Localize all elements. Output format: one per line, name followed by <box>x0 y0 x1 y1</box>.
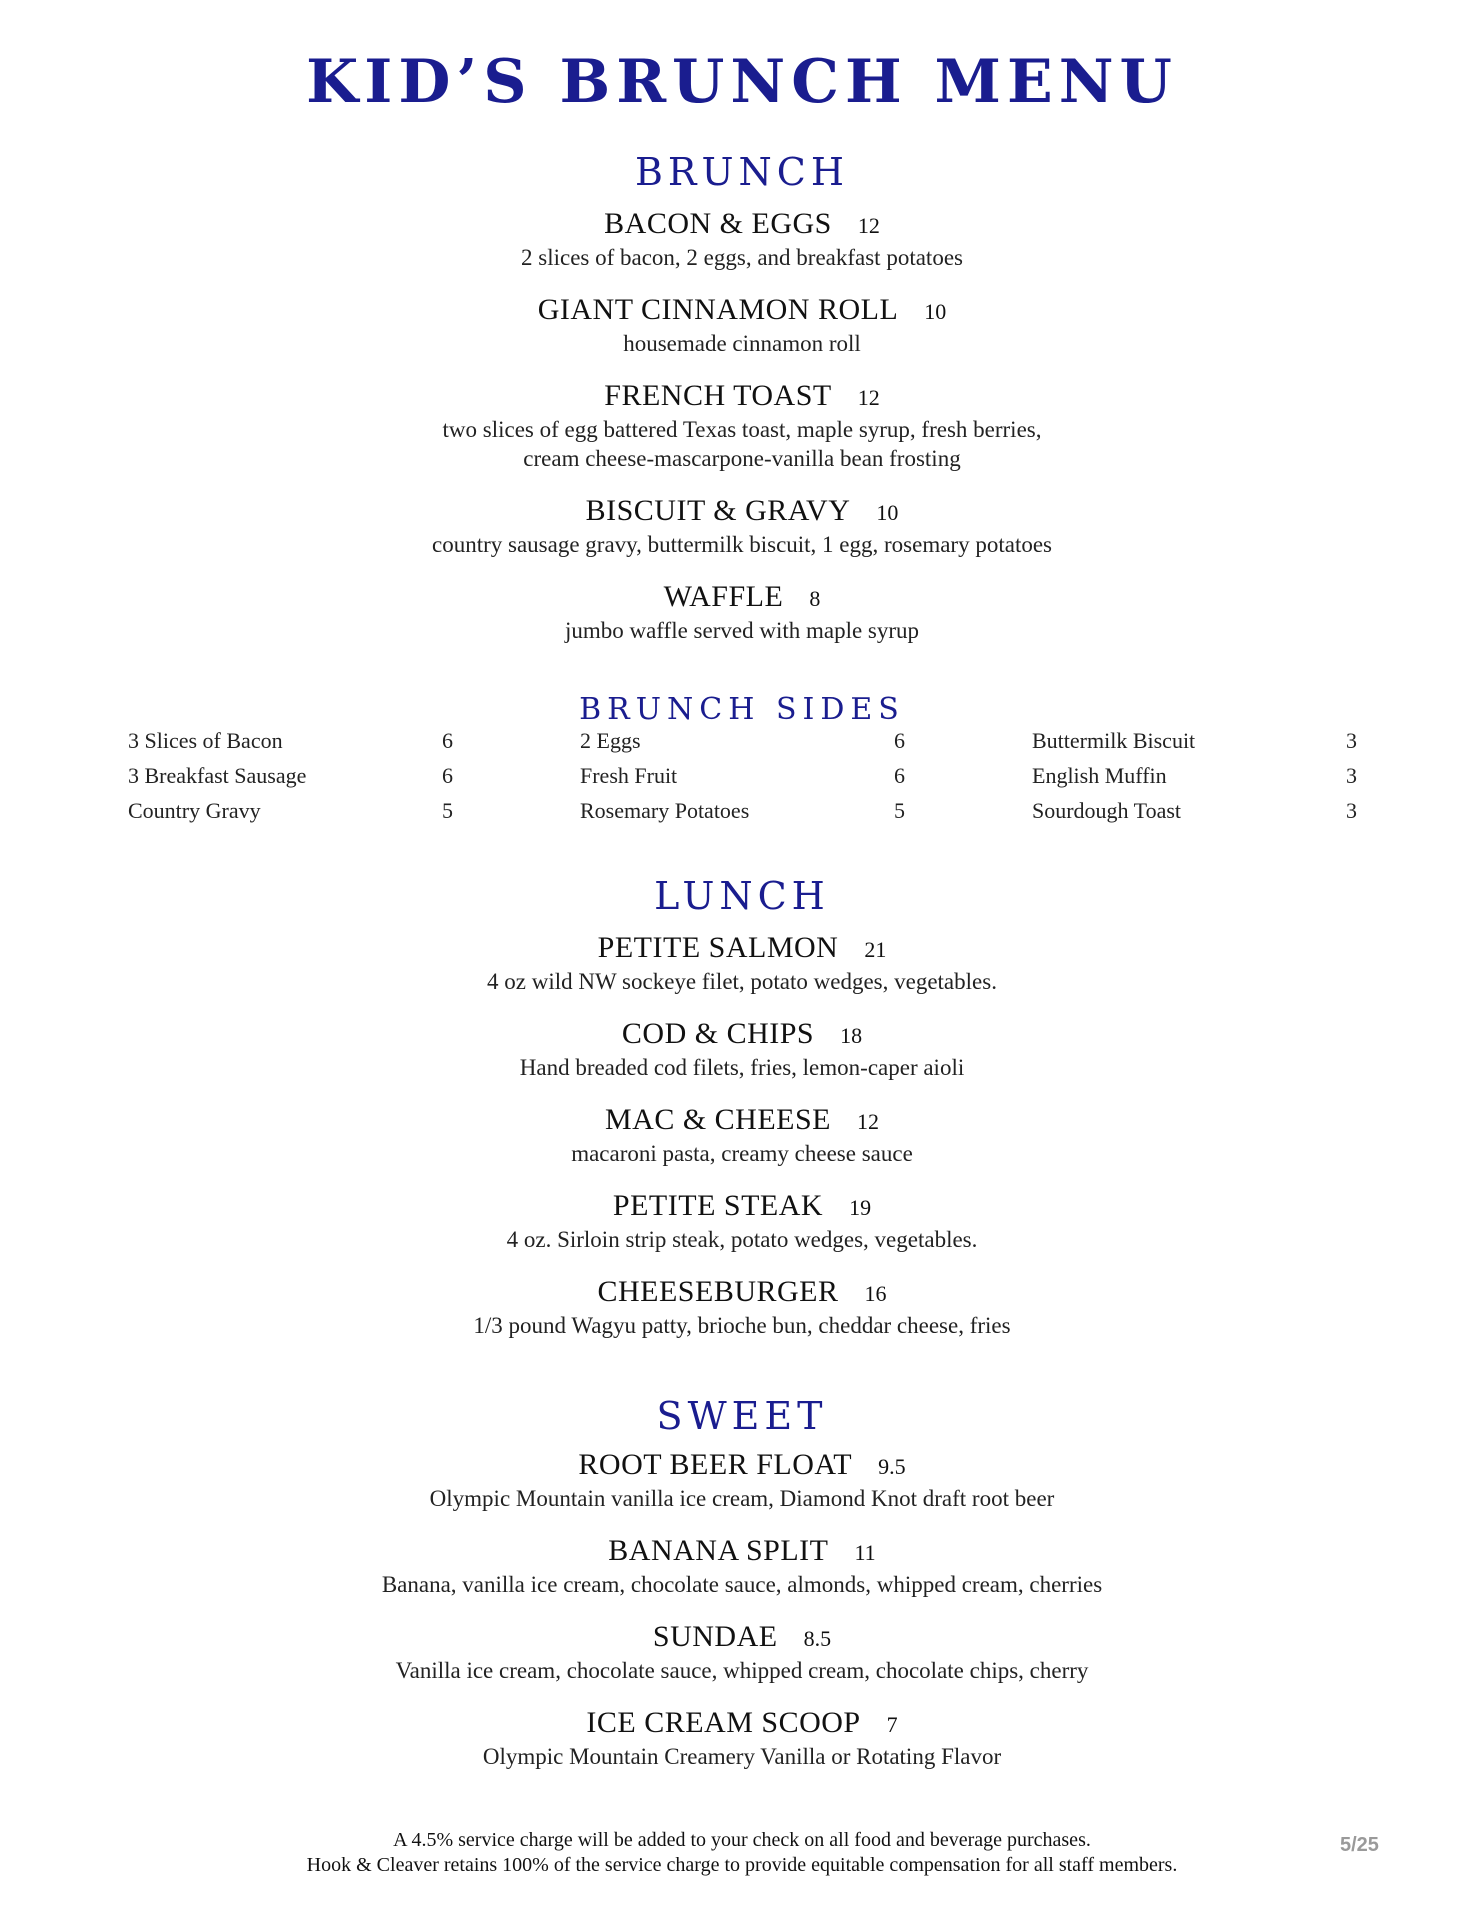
side-price: 3 <box>1346 798 1357 823</box>
item-name: SUNDAE <box>652 1620 778 1653</box>
side-price: 5 <box>894 798 905 823</box>
item-description: Vanilla ice cream, chocolate sauce, whipped cream, chocolate chips, cherry <box>395 1658 1089 1683</box>
menu-item-title <box>0 579 1484 617</box>
item-price: 8 <box>809 586 821 611</box>
item-name: COD & CHIPS <box>621 1017 815 1050</box>
side-name: 3 Breakfast Sausage <box>128 763 307 788</box>
menu-item-title <box>0 292 1484 330</box>
item-price: 8.5 <box>803 1626 832 1651</box>
menu-item-title <box>0 1188 1484 1226</box>
menu-item-title <box>0 1274 1484 1312</box>
item-description: 4 oz. Sirloin strip steak, potato wedges, vegetables. <box>506 1227 978 1252</box>
side-item <box>128 761 458 791</box>
item-name: BANANA SPLIT <box>608 1534 829 1567</box>
item-description: jumbo waffle served with maple syrup <box>564 618 920 643</box>
item-price: 10 <box>924 299 947 324</box>
item-price: 12 <box>857 385 880 410</box>
item-description: country sausage gravy, buttermilk biscuit, 1 egg, rosemary potatoes <box>432 532 1052 557</box>
side-name: 2 Eggs <box>580 728 641 753</box>
item-price: 12 <box>857 1109 880 1134</box>
side-name: Sourdough Toast <box>1032 798 1182 823</box>
item-name: WAFFLE <box>663 580 784 613</box>
item-description: 4 oz wild NW sockeye filet, potato wedges, vegetables. <box>487 969 997 994</box>
side-price: 6 <box>442 728 453 753</box>
side-item <box>1032 796 1362 826</box>
item-name: GIANT CINNAMON ROLL <box>537 293 899 326</box>
item-price: 19 <box>849 1195 872 1220</box>
side-item <box>1032 761 1362 791</box>
item-price: 11 <box>854 1540 876 1565</box>
item-description: two slices of egg battered Texas toast, maple syrup, fresh berries, <box>442 417 1042 442</box>
side-price: 3 <box>1346 763 1357 788</box>
brunch-heading: BRUNCH <box>634 150 850 194</box>
menu-item-title <box>0 1447 1484 1485</box>
menu-item-title <box>0 1705 1484 1743</box>
page-number: 5/25 <box>1340 1834 1379 1856</box>
item-price: 16 <box>864 1281 887 1306</box>
item-name: BACON & EGGS <box>604 207 832 240</box>
side-price: 6 <box>442 763 453 788</box>
item-description: Banana, vanilla ice cream, chocolate sauce, almonds, whipped cream, cherries <box>381 1572 1103 1597</box>
page-title: KID’S BRUNCH MENU <box>306 47 1178 117</box>
item-description: Olympic Mountain Creamery Vanilla or Rotating Flavor <box>482 1744 1002 1769</box>
side-name: English Muffin <box>1032 763 1167 788</box>
side-item <box>580 796 910 826</box>
item-name: CHEESEBURGER <box>597 1275 839 1308</box>
item-description: 2 slices of bacon, 2 eggs, and breakfast potatoes <box>521 245 963 270</box>
item-price: 12 <box>857 213 880 238</box>
side-price: 3 <box>1346 728 1357 753</box>
item-price: 9.5 <box>878 1454 906 1479</box>
lunch-heading: LUNCH <box>654 874 830 918</box>
menu-item-title <box>0 206 1484 244</box>
item-name: MAC & CHEESE <box>604 1103 832 1136</box>
side-name: Buttermilk Biscuit <box>1032 728 1196 753</box>
item-description: Hand breaded cod filets, fries, lemon-caper aioli <box>519 1055 965 1080</box>
menu-item-title <box>0 930 1484 968</box>
menu-item-title <box>0 493 1484 531</box>
menu-item-title <box>0 378 1484 416</box>
item-price: 10 <box>876 500 899 525</box>
side-name: 3 Slices of Bacon <box>128 728 283 753</box>
item-description: housemade cinnamon roll <box>623 331 861 356</box>
side-name: Country Gravy <box>128 798 261 823</box>
item-price: 21 <box>864 937 887 962</box>
item-name: PETITE STEAK <box>612 1189 824 1222</box>
side-price: 5 <box>442 798 453 823</box>
side-item <box>128 796 458 826</box>
menu-item-title <box>0 1619 1484 1657</box>
item-price: 18 <box>840 1023 863 1048</box>
menu-item-title <box>0 1016 1484 1054</box>
item-name: ICE CREAM SCOOP <box>586 1706 861 1739</box>
service-charge-notice: A 4.5% service charge will be added to your check on all food and beverage purchases. <box>393 1829 1091 1851</box>
menu-item-title <box>0 1102 1484 1140</box>
item-name: FRENCH TOAST <box>604 379 832 412</box>
side-price: 6 <box>894 763 905 788</box>
item-name: PETITE SALMON <box>597 931 839 964</box>
menu-item-title <box>0 1533 1484 1571</box>
item-description: 1/3 pound Wagyu patty, brioche bun, cheddar cheese, fries <box>473 1313 1011 1338</box>
item-description: Olympic Mountain vanilla ice cream, Diamond Knot draft root beer <box>429 1486 1055 1511</box>
sweet-heading: SWEET <box>656 1394 828 1438</box>
side-price: 6 <box>894 728 905 753</box>
sides-heading: BRUNCH SIDES <box>579 692 905 727</box>
side-item <box>580 761 910 791</box>
side-item <box>1032 726 1362 756</box>
item-description: macaroni pasta, creamy cheese sauce <box>571 1141 913 1166</box>
item-price: 7 <box>886 1712 898 1737</box>
item-name: ROOT BEER FLOAT <box>578 1448 853 1481</box>
side-name: Fresh Fruit <box>580 763 678 788</box>
item-name: BISCUIT & GRAVY <box>585 494 851 527</box>
service-charge-explanation: Hook & Cleaver retains 100% of the service charge to provide equitable compensation for all staff members. <box>306 1854 1178 1876</box>
item-description: cream cheese-mascarpone-vanilla bean frosting <box>523 446 961 471</box>
side-item <box>580 726 910 756</box>
side-item <box>128 726 458 756</box>
side-name: Rosemary Potatoes <box>580 798 750 823</box>
